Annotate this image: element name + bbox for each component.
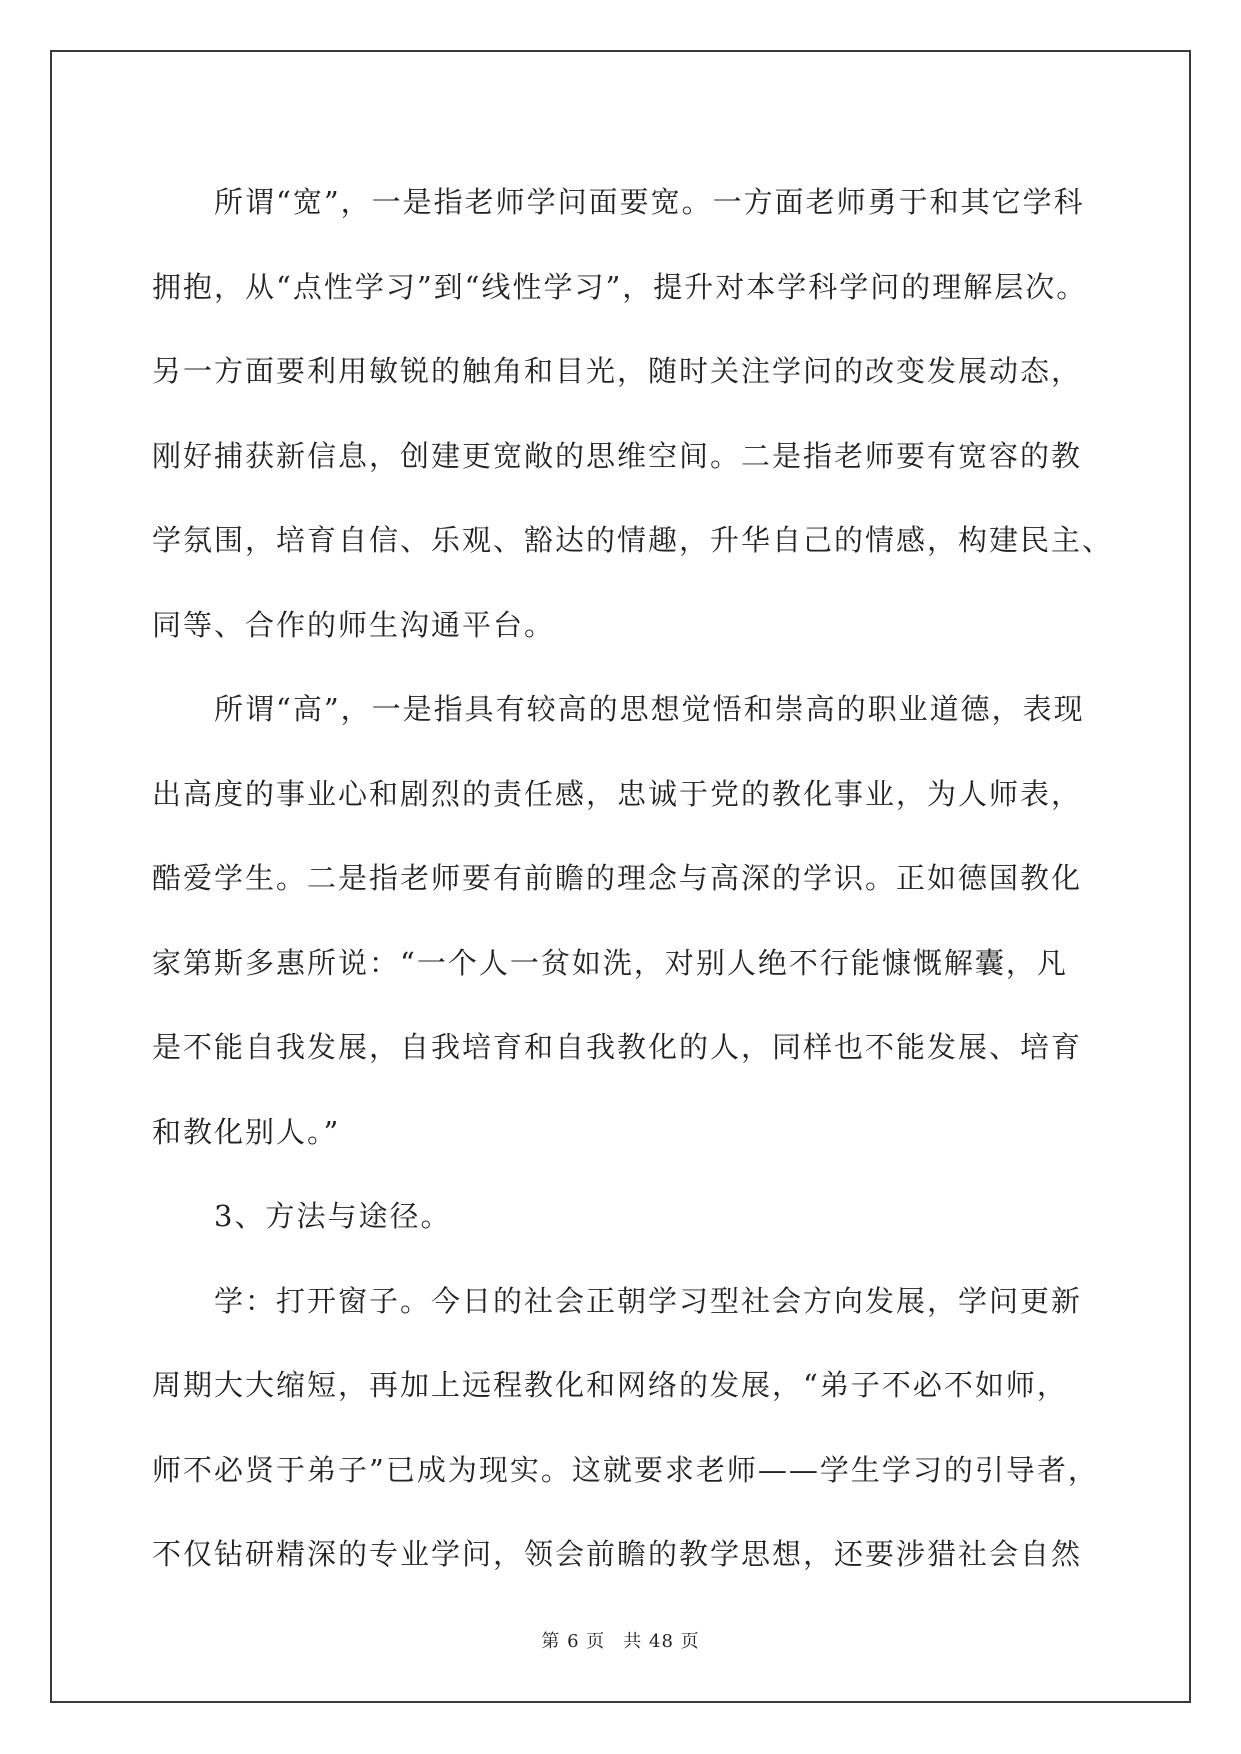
- text-line: 家第斯多惠所说：“一个人一贫如洗，对别人绝不行能慷慨解囊，凡: [152, 945, 1068, 980]
- text-line: 师不必贤于弟子”已成为现实。这就要求老师——学生学习的引导者，: [152, 1452, 1099, 1487]
- text-line: 3、方法与途径。: [214, 1199, 452, 1233]
- text-line: 另一方面要利用敏锐的触角和目光，随时关注学问的改变发展动态，: [152, 354, 1083, 388]
- text-line: 是不能自我发展，自我培育和自我教化的人，同样也不能发展、培育: [152, 1030, 1083, 1064]
- text-line: 不仅钻研精深的专业学问，领会前瞻的教学思想，还要涉猎社会自然: [152, 1537, 1083, 1571]
- page-total: 共 48 页: [623, 1631, 700, 1652]
- text-line: 周期大大缩短，再加上远程教化和网络的发展，“弟子不必不如师，: [152, 1368, 1068, 1402]
- document-body: [152, 160, 1114, 1597]
- page-footer: [0, 1627, 1241, 1653]
- text-line: 所谓“高”，一是指具有较高的思想觉悟和崇高的职业道德，表现: [214, 692, 1085, 726]
- text-line: 和教化别人。”: [152, 1114, 341, 1149]
- page-number: 第 6 页: [541, 1631, 606, 1652]
- text-line: 学：打开窗子。今日的社会正朝学习型社会方向发展，学问更新: [214, 1283, 1083, 1318]
- text-line: 拥抱，从“点性学习”到“线性学习”，提升对本学科学问的理解层次。: [152, 269, 1088, 304]
- text-line: 所谓“宽”，一是指老师学问面要宽。一方面老师勇于和其它学科: [214, 185, 1085, 219]
- text-line: 出高度的事业心和剧烈的责任感，忠诚于党的教化事业，为人师表，: [152, 776, 1083, 811]
- text-line: 学氛围，培育自信、乐观、豁达的情趣，升华自己的情感，构建民主、: [152, 523, 1114, 557]
- text-line: 刚好捕获新信息，创建更宽敞的思维空间。二是指老师要有宽容的教: [152, 438, 1083, 473]
- text-line: 同等、合作的师生沟通平台。: [152, 607, 556, 642]
- text-line: 酷爱学生。二是指老师要有前瞻的理念与高深的学识。正如德国教化: [152, 861, 1083, 895]
